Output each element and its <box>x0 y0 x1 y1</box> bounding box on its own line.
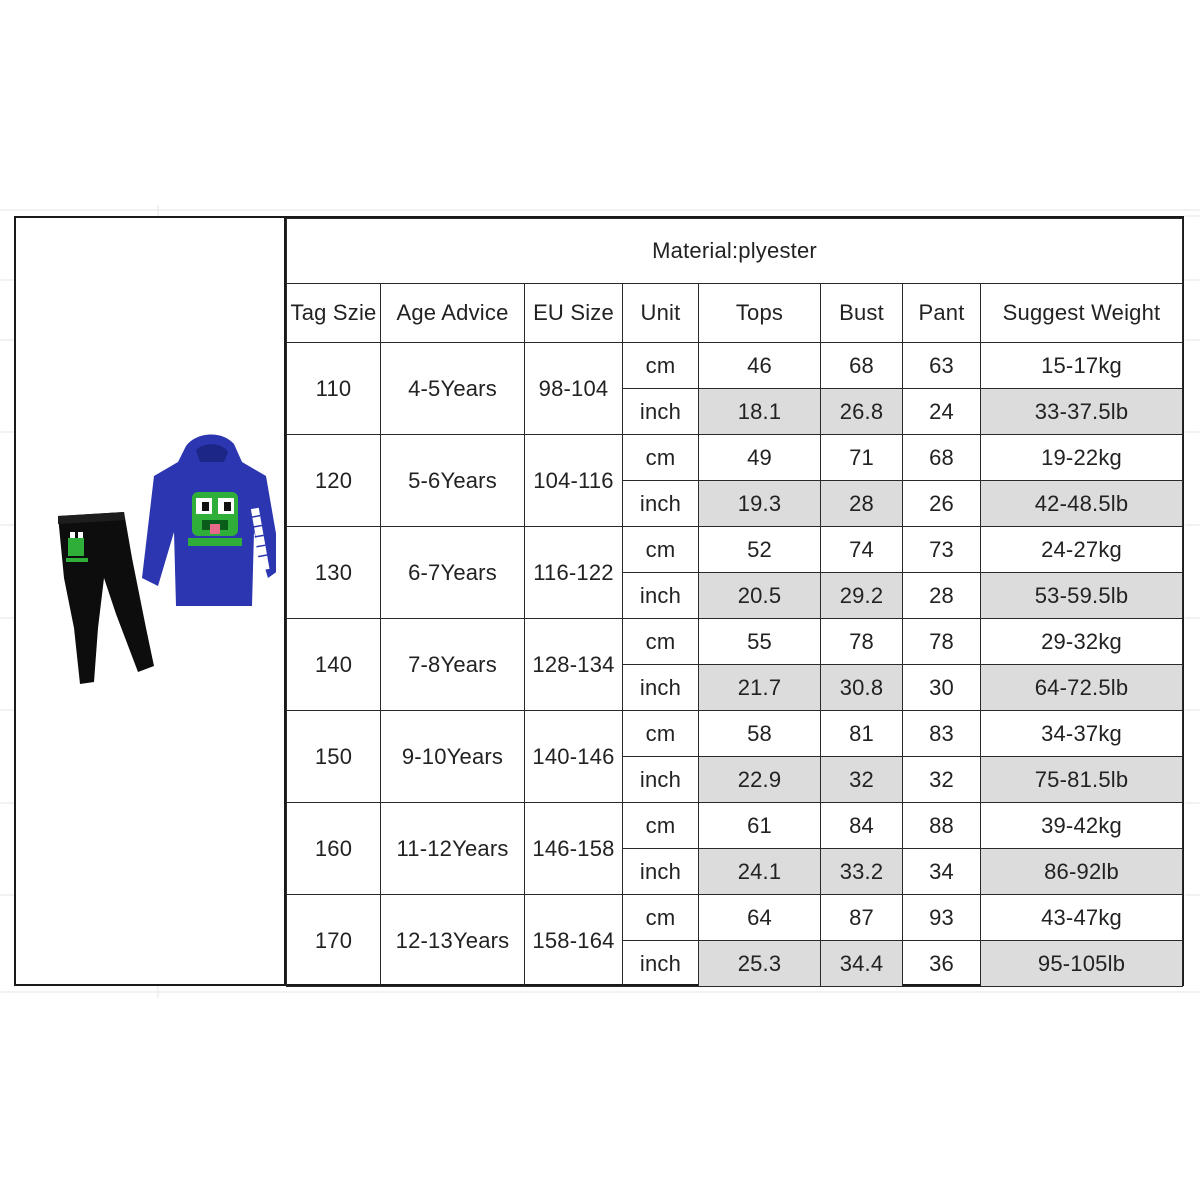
eu-size-cell: 104-116 <box>525 435 623 527</box>
unit-cell: cm <box>623 619 699 665</box>
table-row <box>287 711 1183 757</box>
weight-cell: 43-47kg <box>981 895 1183 941</box>
table-row <box>287 619 1183 665</box>
age-advice-cell: 12-13Years <box>381 895 525 987</box>
size-chart <box>14 216 1184 986</box>
header-bust: Bust <box>821 284 903 343</box>
eu-size-cell: 140-146 <box>525 711 623 803</box>
table-row <box>287 895 1183 941</box>
tops-cell: 52 <box>699 527 821 573</box>
header-tops: Tops <box>699 284 821 343</box>
age-advice-cell: 9-10Years <box>381 711 525 803</box>
header-unit: Unit <box>623 284 699 343</box>
table-row <box>287 803 1183 849</box>
bust-cell: 26.8 <box>821 389 903 435</box>
tops-cell: 22.9 <box>699 757 821 803</box>
weight-cell: 19-22kg <box>981 435 1183 481</box>
product-image-cell <box>16 218 286 984</box>
material-label: Material:plyester <box>287 219 1183 284</box>
unit-cell: inch <box>623 665 699 711</box>
tag-size-cell: 130 <box>287 527 381 619</box>
table-row <box>287 435 1183 481</box>
weight-cell: 86-92lb <box>981 849 1183 895</box>
tops-cell: 21.7 <box>699 665 821 711</box>
header-tag-size: Tag Szie <box>287 284 381 343</box>
eu-size-cell: 128-134 <box>525 619 623 711</box>
bust-cell: 71 <box>821 435 903 481</box>
tops-cell: 55 <box>699 619 821 665</box>
pant-cell: 36 <box>903 941 981 987</box>
bust-cell: 87 <box>821 895 903 941</box>
pant-cell: 63 <box>903 343 981 389</box>
unit-cell: inch <box>623 849 699 895</box>
unit-cell: inch <box>623 757 699 803</box>
eu-size-cell: 116-122 <box>525 527 623 619</box>
header-eu-size: EU Size <box>525 284 623 343</box>
pant-cell: 32 <box>903 757 981 803</box>
unit-cell: cm <box>623 527 699 573</box>
bust-cell: 34.4 <box>821 941 903 987</box>
table-row <box>287 527 1183 573</box>
unit-cell: inch <box>623 389 699 435</box>
header-pant: Pant <box>903 284 981 343</box>
unit-cell: cm <box>623 435 699 481</box>
pant-cell: 24 <box>903 389 981 435</box>
pant-cell: 34 <box>903 849 981 895</box>
pant-cell: 73 <box>903 527 981 573</box>
tops-cell: 25.3 <box>699 941 821 987</box>
pant-cell: 93 <box>903 895 981 941</box>
pant-cell: 88 <box>903 803 981 849</box>
header-row <box>287 284 1183 343</box>
age-advice-cell: 11-12Years <box>381 803 525 895</box>
bust-cell: 28 <box>821 481 903 527</box>
weight-cell: 33-37.5lb <box>981 389 1183 435</box>
weight-cell: 34-37kg <box>981 711 1183 757</box>
bust-cell: 84 <box>821 803 903 849</box>
bust-cell: 68 <box>821 343 903 389</box>
pant-cell: 30 <box>903 665 981 711</box>
unit-cell: inch <box>623 941 699 987</box>
unit-cell: inch <box>623 481 699 527</box>
tops-cell: 49 <box>699 435 821 481</box>
weight-cell: 53-59.5lb <box>981 573 1183 619</box>
unit-cell: cm <box>623 895 699 941</box>
bust-cell: 29.2 <box>821 573 903 619</box>
age-advice-cell: 5-6Years <box>381 435 525 527</box>
eu-size-cell: 146-158 <box>525 803 623 895</box>
header-suggest-weight: Suggest Weight <box>981 284 1183 343</box>
bust-cell: 32 <box>821 757 903 803</box>
tag-size-cell: 160 <box>287 803 381 895</box>
pant-cell: 68 <box>903 435 981 481</box>
weight-cell: 42-48.5lb <box>981 481 1183 527</box>
pant-cell: 78 <box>903 619 981 665</box>
hoodie-illustration <box>142 434 276 606</box>
tag-size-cell: 140 <box>287 619 381 711</box>
bust-cell: 74 <box>821 527 903 573</box>
age-advice-cell: 4-5Years <box>381 343 525 435</box>
unit-cell: cm <box>623 343 699 389</box>
header-age-advice: Age Advice <box>381 284 525 343</box>
bust-cell: 78 <box>821 619 903 665</box>
tag-size-cell: 170 <box>287 895 381 987</box>
pant-cell: 28 <box>903 573 981 619</box>
tops-cell: 20.5 <box>699 573 821 619</box>
tag-size-cell: 120 <box>287 435 381 527</box>
weight-cell: 15-17kg <box>981 343 1183 389</box>
unit-cell: cm <box>623 711 699 757</box>
weight-cell: 39-42kg <box>981 803 1183 849</box>
tops-cell: 46 <box>699 343 821 389</box>
tops-cell: 61 <box>699 803 821 849</box>
tops-cell: 64 <box>699 895 821 941</box>
age-advice-cell: 7-8Years <box>381 619 525 711</box>
tag-size-cell: 110 <box>287 343 381 435</box>
age-advice-cell: 6-7Years <box>381 527 525 619</box>
weight-cell: 64-72.5lb <box>981 665 1183 711</box>
unit-cell: inch <box>623 573 699 619</box>
pant-cell: 26 <box>903 481 981 527</box>
weight-cell: 95-105lb <box>981 941 1183 987</box>
bust-cell: 33.2 <box>821 849 903 895</box>
eu-size-cell: 158-164 <box>525 895 623 987</box>
pants-illustration <box>58 512 154 684</box>
eu-size-cell: 98-104 <box>525 343 623 435</box>
tops-cell: 58 <box>699 711 821 757</box>
weight-cell: 75-81.5lb <box>981 757 1183 803</box>
product-image-hoodie-and-pants <box>46 428 276 698</box>
unit-cell: cm <box>623 803 699 849</box>
weight-cell: 24-27kg <box>981 527 1183 573</box>
pant-cell: 83 <box>903 711 981 757</box>
bust-cell: 30.8 <box>821 665 903 711</box>
tops-cell: 18.1 <box>699 389 821 435</box>
tag-size-cell: 150 <box>287 711 381 803</box>
tops-cell: 24.1 <box>699 849 821 895</box>
tops-cell: 19.3 <box>699 481 821 527</box>
table-row <box>287 343 1183 389</box>
weight-cell: 29-32kg <box>981 619 1183 665</box>
size-table <box>286 218 1183 987</box>
bust-cell: 81 <box>821 711 903 757</box>
